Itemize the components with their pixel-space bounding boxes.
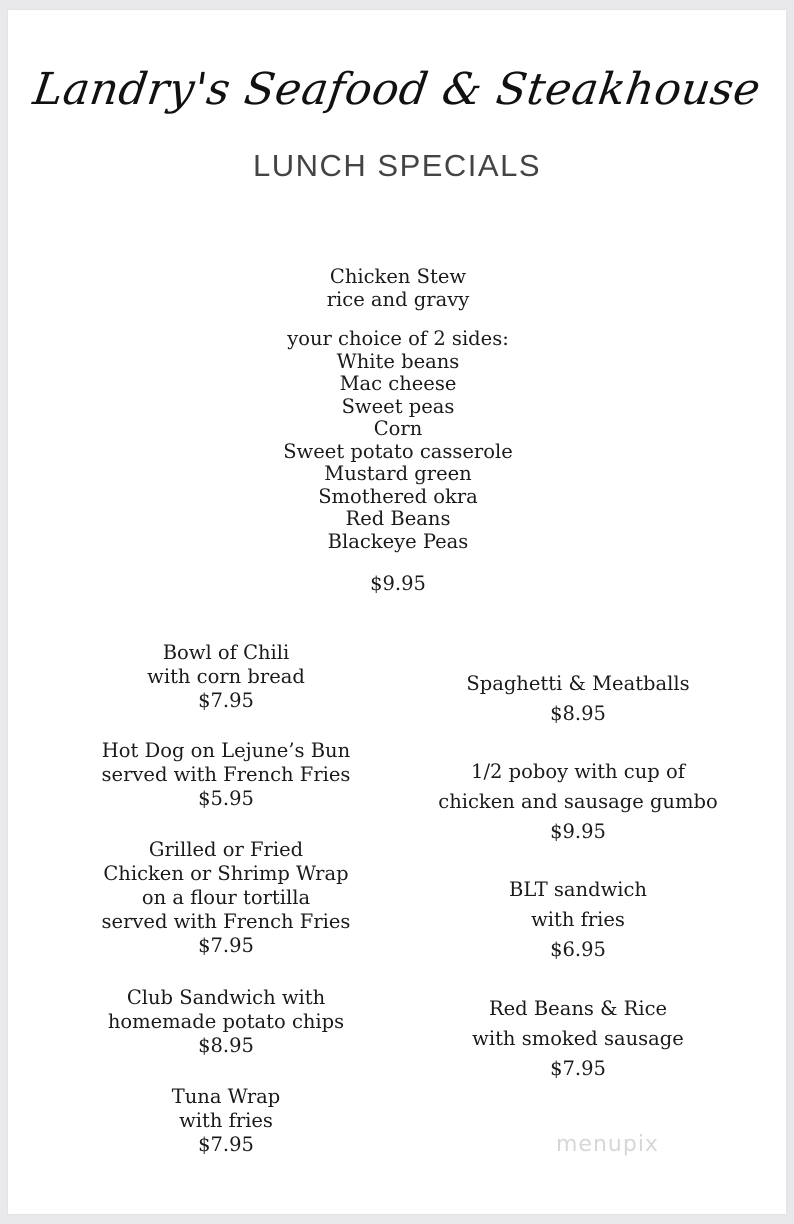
menu-item-poboy-gumbo	[408, 757, 748, 847]
side-item: Sweet peas	[341, 394, 455, 418]
menu-item-hot-dog	[76, 739, 376, 811]
item-price: $8.95	[198, 1034, 254, 1057]
item-line: with fries	[179, 1109, 273, 1132]
item-line: Tuna Wrap	[171, 1085, 281, 1108]
side-item: Blackeye Peas	[327, 529, 469, 553]
item-line: served with French Fries	[101, 910, 351, 933]
menu-item-red-beans-rice	[408, 994, 748, 1084]
menu-item-bowl-of-chili	[76, 641, 376, 713]
side-item: Smothered okra	[318, 484, 478, 508]
featured-description: rice and gravy	[326, 287, 470, 311]
menu-page	[8, 10, 786, 1214]
item-line: homemade potato chips	[107, 1010, 345, 1033]
item-line: BLT sandwich	[509, 878, 647, 901]
item-line: Spaghetti & Meatballs	[466, 672, 690, 695]
watermark: menupix	[556, 1132, 659, 1157]
side-item: Sweet potato casserole	[283, 439, 513, 463]
restaurant-name: Landry's Seafood & Steakhouse	[30, 64, 764, 115]
item-line: Bowl of Chili	[162, 641, 290, 664]
side-item: White beans	[336, 349, 460, 373]
item-line: chicken and sausage gumbo	[438, 790, 718, 813]
item-line: with corn bread	[147, 665, 305, 688]
side-item: Red Beans	[345, 507, 451, 530]
menu-item-club-sandwich	[76, 986, 376, 1058]
item-line: Red Beans & Rice	[488, 997, 668, 1020]
side-item: Corn	[373, 417, 423, 440]
menu-item-spaghetti	[408, 669, 748, 729]
featured-special	[158, 266, 638, 596]
side-item: Mac cheese	[339, 372, 457, 395]
item-price: $7.95	[198, 689, 254, 712]
section-title: LUNCH SPECIALS	[252, 148, 542, 183]
featured-price: $9.95	[370, 572, 426, 595]
item-line: Club Sandwich with	[126, 986, 326, 1009]
item-price: $6.95	[550, 938, 606, 961]
item-line: with fries	[531, 908, 625, 931]
item-price: $7.95	[550, 1057, 606, 1080]
menu-item-wrap	[76, 838, 376, 958]
menu-item-blt	[408, 875, 748, 965]
item-line: Grilled or Fried	[148, 838, 304, 861]
item-line: served with French Fries	[101, 763, 351, 786]
menu-item-tuna-wrap	[76, 1085, 376, 1157]
item-price: $5.95	[198, 787, 254, 810]
item-line: 1/2 poboy with cup of	[471, 760, 685, 783]
item-price: $7.95	[198, 934, 254, 957]
item-price: $8.95	[550, 702, 606, 725]
item-line: Hot Dog on Lejune’s Bun	[101, 739, 351, 762]
item-price: $7.95	[198, 1133, 254, 1156]
side-item: Mustard green	[324, 462, 472, 485]
item-line: with smoked sausage	[472, 1027, 684, 1050]
featured-name: Chicken Stew	[329, 265, 467, 288]
item-line: on a flour tortilla	[141, 886, 311, 909]
sides-heading: your choice of 2 sides:	[287, 327, 509, 350]
item-price: $9.95	[550, 820, 606, 843]
item-line: Chicken or Shrimp Wrap	[103, 862, 349, 885]
